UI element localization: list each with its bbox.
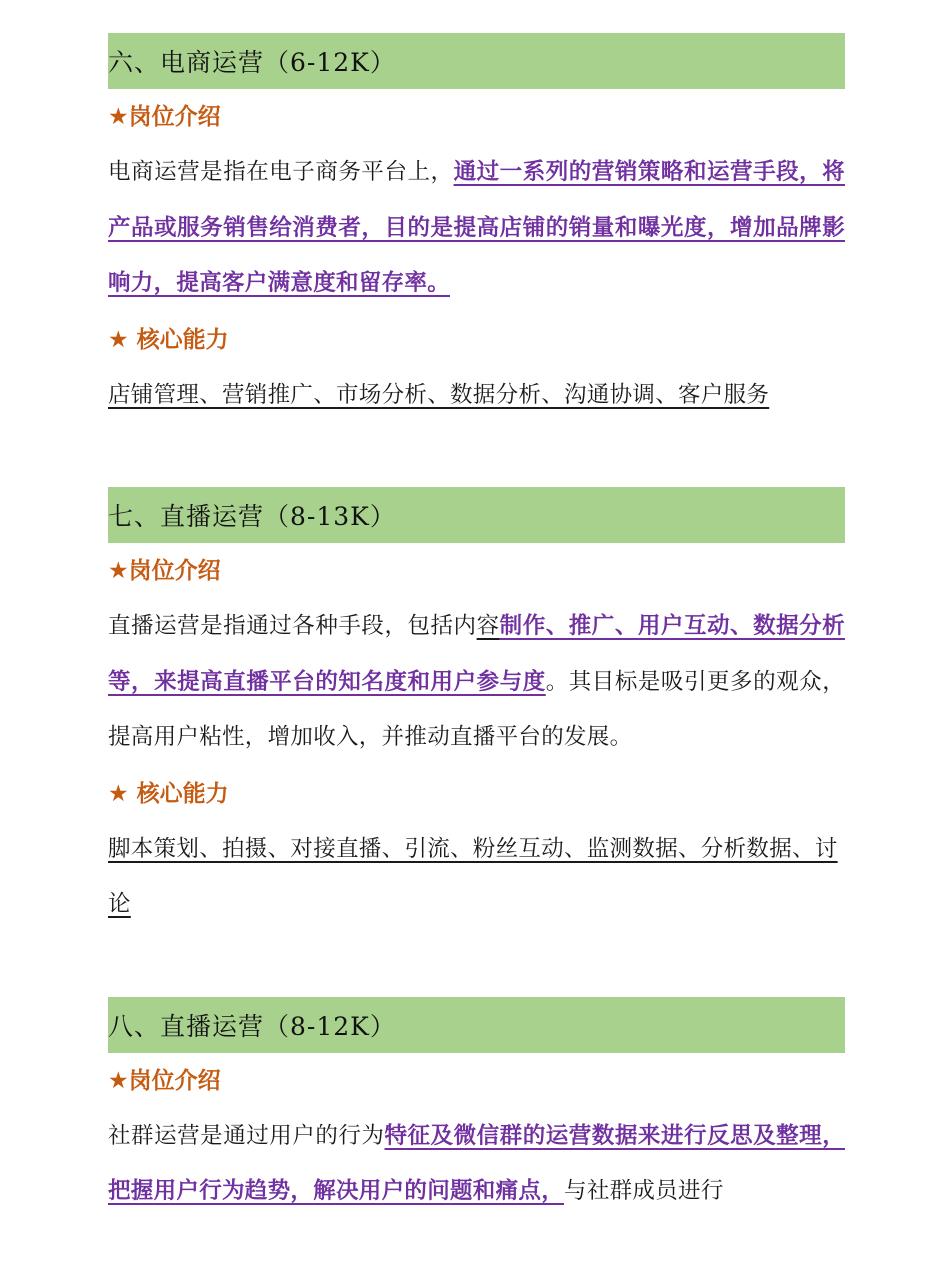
core-skills-heading: ★ 核心能力 bbox=[108, 326, 229, 353]
section-ecommerce-operations bbox=[108, 33, 845, 423]
intro-plain-text: 社群运营是通过用户的行为 bbox=[108, 1122, 385, 1149]
intro-plain-text: 电商运营是指在电子商务平台上， bbox=[108, 159, 454, 185]
intro-underline-text: 容 bbox=[476, 613, 500, 639]
section-title bbox=[108, 33, 845, 89]
job-intro-paragraph bbox=[108, 599, 845, 766]
job-intro-heading: ★岗位介绍 bbox=[108, 104, 221, 130]
intro-plain-text: 直播运营是指通过各种手段，包括内 bbox=[108, 613, 477, 639]
intro-plain-text-tail: 与社群成员进行 bbox=[564, 1178, 724, 1204]
intro-plain-text-tail: 。其目标是吸引更多的观众，提高用户粘性，增加收入，并推动直播平台的发展。 bbox=[108, 668, 845, 750]
core-skills-text: 店铺管理、营销推广、市场分析、数据分析、沟通协调、客户服务 bbox=[108, 381, 770, 408]
document-page bbox=[108, 33, 845, 1284]
intro-highlight-text: 制作、推广、用户互动、数据分析等，来提高直播平台的知名度和用户参与度 bbox=[108, 613, 845, 695]
core-skills-text: 脚本策划、拍摄、对接直播、引流、粉丝互动、监测数据、分析数据、讨论 bbox=[108, 835, 838, 917]
core-skills-heading: ★ 核心能力 bbox=[108, 780, 229, 807]
section-livestream-operations bbox=[108, 487, 845, 933]
section-title bbox=[108, 487, 845, 543]
intro-highlight-text: 特征及微信群的运营数据来进行反思及整理，把握用户行为趋势，解决用户的问题和痛点， bbox=[108, 1122, 845, 1204]
section-community-operations bbox=[108, 997, 845, 1220]
section-title-text: 六、电商运营（6-12K） bbox=[108, 48, 396, 77]
job-intro-heading: ★岗位介绍 bbox=[108, 558, 221, 584]
section-title-text: 八、直播运营（8-12K） bbox=[108, 1011, 396, 1041]
section-title bbox=[108, 997, 845, 1053]
job-intro-paragraph bbox=[108, 1109, 845, 1220]
job-intro-heading: ★岗位介绍 bbox=[108, 1067, 221, 1094]
section-title-text: 七、直播运营（8-13K） bbox=[108, 502, 396, 531]
job-intro-paragraph bbox=[108, 145, 845, 312]
intro-highlight-text: 通过一系列的营销策略和运营手段，将产品或服务销售给消费者，目的是提高店铺的销量和曝光度，增加品牌影响力，提高客户满意度和留存率。 bbox=[108, 159, 845, 296]
